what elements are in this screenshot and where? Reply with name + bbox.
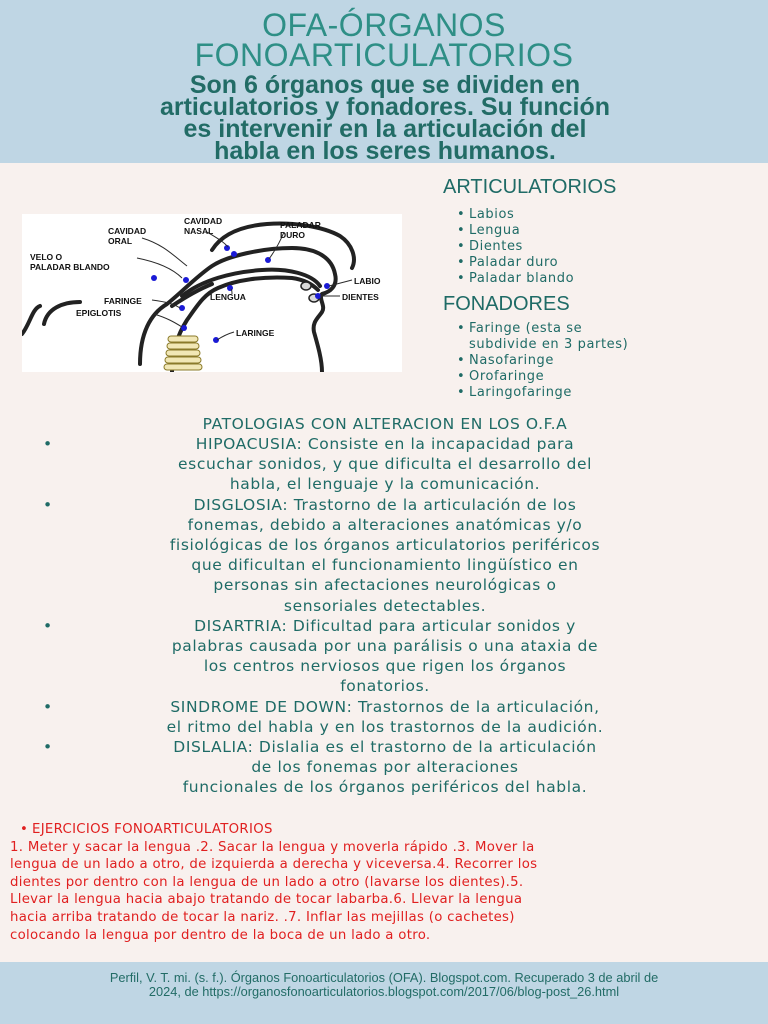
fonadores-list <box>447 321 628 401</box>
bullet-icon: • <box>43 495 53 514</box>
intro-line: articulatorios y fonadores. Su función <box>159 93 611 121</box>
anatomy-diagram <box>22 214 402 372</box>
patologias-section <box>40 414 730 798</box>
pathology-line: el ritmo del habla y en los trastornos de la audición. <box>166 717 604 736</box>
articulatorios-heading: ARTICULATORIOS <box>443 176 617 198</box>
label-cavidad-nasal: CAVIDAD <box>184 216 223 226</box>
ejercicios-heading: • EJERCICIOS FONOARTICULATORIOS <box>10 821 766 839</box>
ejercicios-section <box>10 821 766 944</box>
list-item: • Labios <box>447 207 574 223</box>
list-item: • Laringofaringe <box>447 385 628 401</box>
label-epiglotis: EPIGLOTIS <box>76 308 122 318</box>
bullet-icon: • <box>43 738 53 757</box>
pathology-line: personas sin afectaciones neurológicas o <box>213 576 557 595</box>
label-dientes: DIENTES <box>342 292 379 302</box>
citation-line: 2024, de https://organosfonoarticulatorios.blogspot.com/2017/06/blog-post_26.html <box>148 984 620 999</box>
pathology-line: los centros nerviosos que rigen los órganos <box>203 657 567 676</box>
pathology-item <box>40 434 730 495</box>
pathology-line: fonemas, debido a alteraciones anatómicas y/o <box>187 515 583 534</box>
pathology-line: DISGLOSIA: Trastorno de la articulación de los <box>193 495 577 514</box>
list-item: • Dientes <box>447 239 574 255</box>
vocal-tract-illustration <box>22 214 402 372</box>
intro-line: Son 6 órganos que se dividen en <box>189 71 581 99</box>
label-cavidad-oral: CAVIDAD <box>108 226 147 236</box>
intro-line: es intervenir en la articulación del <box>183 115 587 143</box>
label-cavidad-oral: ORAL <box>108 236 133 246</box>
list-item: • Paladar duro <box>447 255 574 271</box>
fonadores-heading: FONADORES <box>443 293 570 315</box>
exercise-line: colocando la lengua por dentro de la boca de un lado a otro. <box>10 927 431 943</box>
intro-line: habla en los seres humanos. <box>214 137 556 165</box>
exercise-line: dientes por dentro con la lengua de un lado a otro (lavarse los dientes).5. <box>10 874 524 890</box>
pathology-line: habla, el lenguaje y la comunicación. <box>229 475 541 494</box>
list-item-line: Faringe (esta se <box>469 321 583 336</box>
footer-banner <box>0 962 768 1024</box>
page-title <box>0 7 768 73</box>
intro-text <box>60 71 710 165</box>
list-item: • Orofaringe <box>447 369 628 385</box>
label-cavidad-nasal: NASAL <box>184 226 214 236</box>
pathology-line: sensoriales detectables. <box>283 596 487 615</box>
pathology-line: de los fonemas por alteraciones <box>251 758 519 777</box>
exercise-line: 1. Meter y sacar la lengua .2. Sacar la lengua y moverla rápido .3. Mover la <box>10 839 535 855</box>
exercise-line: lengua de un lado a otro, de izquierda a derecha y viceversa.4. Recorrer los <box>10 857 538 873</box>
pathology-line: fisiológicas de los órganos articulatorios periféricos <box>169 536 601 555</box>
patologias-heading: PATOLOGIAS CON ALTERACION EN LOS O.F.A <box>202 415 568 433</box>
label-lengua: LENGUA <box>210 292 246 302</box>
title-line: OFA-ÓRGANOS <box>262 7 506 43</box>
label-faringe: FARINGE <box>104 296 142 306</box>
citation <box>10 971 758 999</box>
pathology-line: DISLALIA: Dislalia es el trastorno de la articulación <box>173 738 597 757</box>
list-item-line: subdivide en 3 partes) <box>469 337 629 352</box>
pathology-line: fonatorios. <box>340 677 430 696</box>
pathology-line: funcionales de los órganos periféricos del habla. <box>182 778 588 797</box>
pathology-item <box>40 697 730 737</box>
pathology-line: que dificultan el funcionamiento lingüístico en <box>191 556 579 575</box>
pathology-line: escuchar sonidos, y que dificulta el desarrollo del <box>178 455 592 474</box>
list-item: • Nasofaringe <box>447 353 628 369</box>
pathology-item <box>40 616 730 697</box>
exercise-line: hacia arriba tratando de tocar la nariz. .7. Inflar las mejillas (o cachetes) <box>10 909 515 925</box>
pathology-item <box>40 495 730 616</box>
pathology-item <box>40 737 730 798</box>
citation-line: Perfil, V. T. mi. (s. f.). Órganos Fonoarticulatorios (OFA). Blogspot.com. Recuperado 3 de abril de <box>109 970 659 985</box>
label-velo: VELO O <box>30 252 63 262</box>
label-laringe: LARINGE <box>236 328 275 338</box>
exercise-line: Llevar la lengua hacia abajo tratando de tocar labarba.6. Llevar la lengua <box>10 892 523 908</box>
bullet-icon: • <box>43 697 53 716</box>
pathology-line: HIPOACUSIA: Consiste en la incapacidad para <box>195 435 575 453</box>
label-velo: PALADAR BLANDO <box>30 262 110 272</box>
bullet-icon: • <box>43 616 53 635</box>
list-item <box>447 321 628 353</box>
articulatorios-list <box>447 207 574 287</box>
label-paladar-duro: DURO <box>280 230 306 240</box>
label-paladar-duro: PALADAR <box>280 220 321 230</box>
title-line: FONOARTICULATORIOS <box>194 37 574 73</box>
list-item: • Paladar blando <box>447 271 574 287</box>
pathology-line: SINDROME DE DOWN: Trastornos de la articulación, <box>170 697 600 716</box>
list-item: • Lengua <box>447 223 574 239</box>
header-banner <box>0 0 768 163</box>
pathology-line: DISARTRIA: Dificultad para articular sonidos y <box>194 616 576 635</box>
label-labio: LABIO <box>354 276 381 286</box>
bullet-icon: • <box>43 435 53 453</box>
pathology-line: palabras causada por una parálisis o una ataxia de <box>171 637 599 656</box>
